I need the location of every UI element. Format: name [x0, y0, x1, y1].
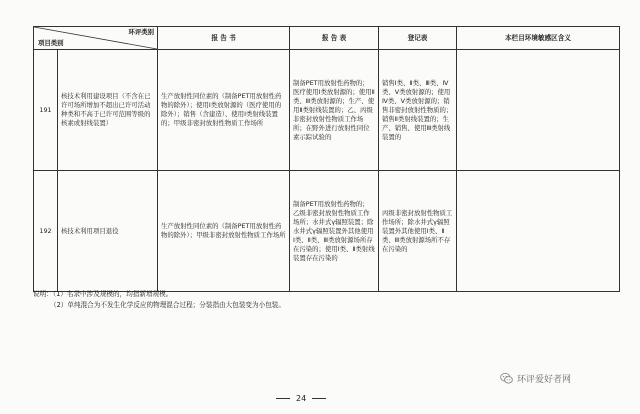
table-header-row: [34, 27, 620, 50]
table-row: [34, 50, 620, 171]
classification-table: [33, 26, 620, 292]
sensitive-area-cell: [457, 50, 620, 171]
row-number: 192: [34, 171, 58, 292]
page-number: 24: [296, 394, 307, 403]
report-form-cell: 制备PET用放射性药物的；乙级非密封放射性物质工作场所；水井式γ辐照装置；除水井式γ辐照装置外其他使用Ⅰ类、Ⅱ类、Ⅲ类放射源场所存在污染的；使用Ⅰ类、Ⅱ类射线装置存在污染的: [290, 171, 379, 292]
table-row: [34, 171, 620, 292]
project-category-cell: 核技术利用建设项目（不含在已许可场所增加不超出已许可活动种类和不高于已许可范围等级的核素或射线装置）: [58, 50, 158, 171]
header-report-form: 报 告 表: [290, 27, 379, 50]
row-number: 191: [34, 50, 58, 171]
diagonal-header-cell: [34, 27, 158, 50]
header-project-category: 项目类别: [38, 39, 64, 47]
sensitive-area-cell: [457, 171, 620, 292]
header-report: 报 告 书: [158, 27, 290, 50]
registration-cell: 丙级非密封放射性物质工作场所；除水井式γ辐照装置外其他使用Ⅰ类、Ⅱ类、Ⅲ类放射源场所不存在污染的: [379, 171, 457, 292]
header-eia-category: 环评类别: [128, 28, 154, 36]
note-line-1: 说明：（1）名录中涉及规模的，均指新增规模。: [33, 290, 173, 298]
report-form-cell: 制备PET用放射性药物的；医疗使用Ⅰ类放射源的；使用Ⅱ类、Ⅲ类放射源的；生产、使用Ⅱ类射线装置的；乙、丙级非密封放射性物质工作场所；在野外进行放射性同位素示踪试验的: [290, 50, 379, 171]
footer-dash-left: [276, 398, 290, 399]
report-cell: 生产放射性同位素的（制备PET用放射性药物的除外）；使用Ⅰ类放射源的（医疗使用的除外）；销售（含建造）、使用Ⅰ类射线装置的；甲级非密封放射性物质工作场所: [158, 50, 290, 171]
report-cell: 生产放射性同位素的（制备PET用放射性药物的除外）；甲级非密封放射性物质工作场所: [158, 171, 290, 292]
registration-cell: 销售Ⅰ类、Ⅱ类、Ⅲ类、Ⅳ类、Ⅴ类放射源的；使用Ⅳ类、Ⅴ类放射源的；销售非密封放射性物质的；销售Ⅱ类射线装置的；生产、销售、使用Ⅲ类射线装置的: [379, 50, 457, 171]
footer-dash-right: [312, 398, 326, 399]
note-line-2: （2）单纯混合为不发生化学反应的物理混合过程；分装指由大包装变为小包装。: [50, 301, 285, 309]
wechat-icon: [500, 372, 513, 385]
header-registration-form: 登记表: [379, 27, 457, 50]
page-footer: [270, 394, 332, 403]
project-category-cell: 核技术利用项目退役: [58, 171, 158, 292]
notes-section: [33, 289, 285, 311]
watermark-text: 环评爱好者网: [517, 375, 572, 385]
watermark: [500, 372, 571, 385]
header-sensitive-area: 本栏目环境敏感区含义: [457, 27, 620, 50]
